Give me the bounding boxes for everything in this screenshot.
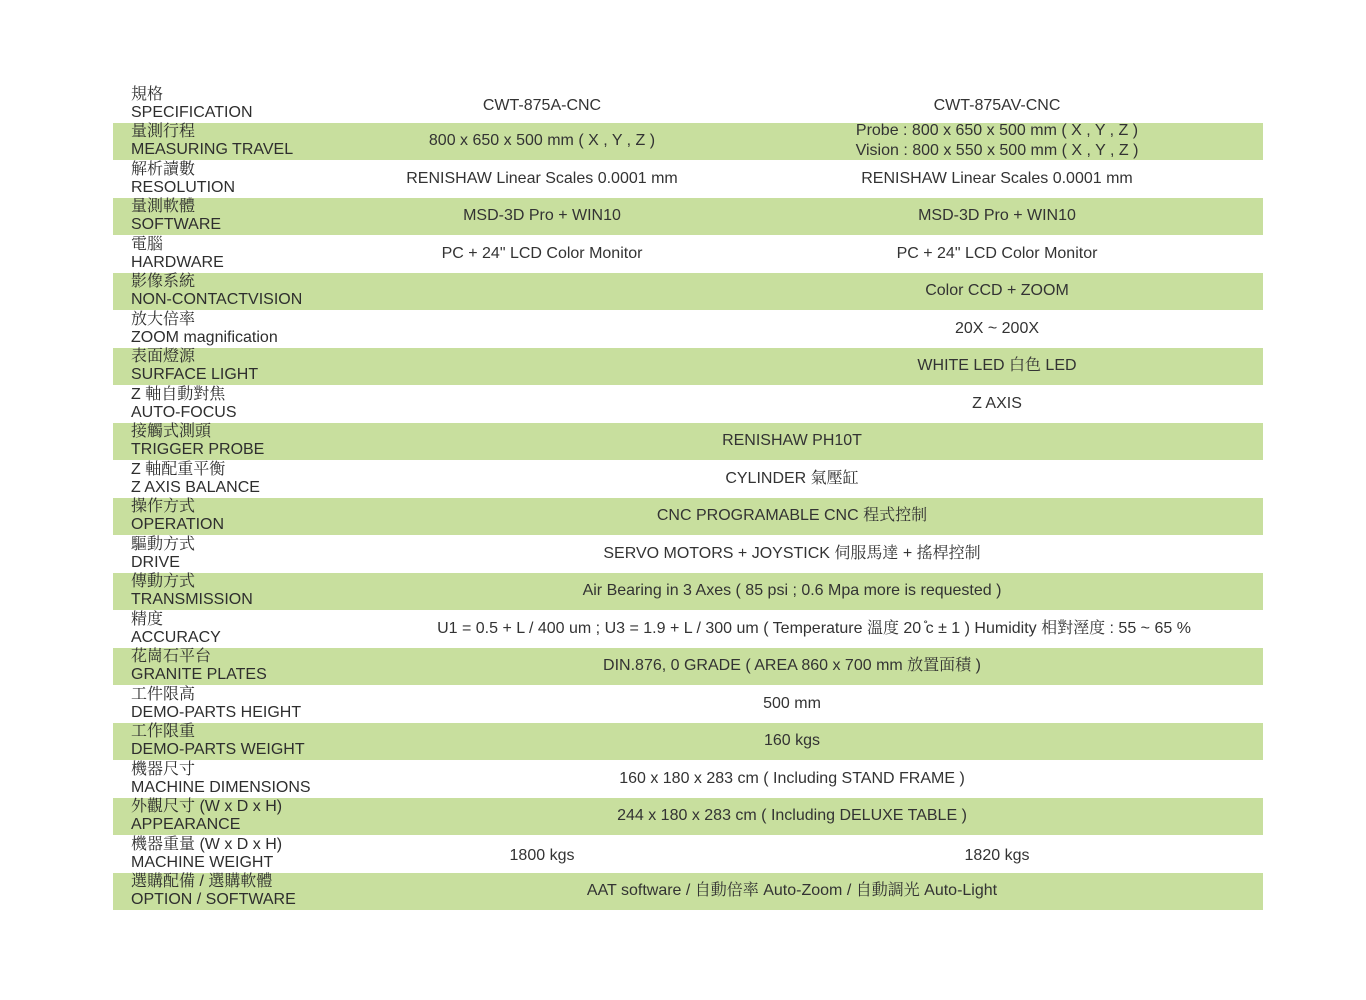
- row-values: [353, 873, 1263, 911]
- row-values: [353, 160, 1263, 198]
- model-a-value: [353, 85, 731, 123]
- label-zh: 工件限高: [131, 685, 196, 703]
- value-text: DIN.876, 0 GRADE ( AREA 860 x 700 mm 放置面積 ): [603, 657, 981, 675]
- shared-value: [353, 535, 1263, 573]
- row-label: [113, 535, 353, 573]
- label-en: Z AXIS BALANCE: [131, 478, 260, 496]
- row-label: [113, 348, 353, 386]
- label-en: SURFACE LIGHT: [131, 366, 259, 384]
- row-values: [353, 723, 1263, 761]
- spec-row-zoom-magnification: [113, 310, 1263, 348]
- label-zh: 機器重量 (W x D x H): [131, 835, 283, 853]
- row-label: [113, 873, 353, 911]
- label-zh: 量測行程: [131, 123, 196, 141]
- row-label: [113, 798, 353, 836]
- label-en: APPEARANCE: [131, 816, 241, 834]
- model-a-value: [353, 160, 731, 198]
- value-text: AAT software / 自動倍率 Auto-Zoom / 自動調光 Auto-Light: [586, 882, 998, 900]
- model-av-value: [731, 310, 1263, 348]
- spec-row-auto-focus: [113, 385, 1263, 423]
- label-zh: 外觀尺寸 (W x D x H): [131, 798, 283, 816]
- shared-value: [353, 798, 1263, 836]
- value-text: PC + 24" LCD Color Monitor: [896, 244, 1098, 262]
- value-text: RENISHAW PH10T: [722, 432, 862, 450]
- row-values: [353, 535, 1263, 573]
- model-av-value: [731, 198, 1263, 236]
- value-text: CWT-875A-CNC: [482, 96, 602, 114]
- shared-value: [353, 460, 1263, 498]
- spec-row-machine-dimensions: [113, 760, 1263, 798]
- model-av-value: [731, 273, 1263, 311]
- label-zh: 工作限重: [131, 723, 196, 741]
- shared-value: [353, 648, 1263, 686]
- spec-row-trigger-probe: [113, 423, 1263, 461]
- value-text: Air Bearing in 3 Axes ( 85 psi ; 0.6 Mpa more is requested ): [582, 582, 1002, 600]
- row-label: [113, 235, 353, 273]
- label-zh: 接觸式測頭: [131, 423, 212, 441]
- row-values: [353, 348, 1263, 386]
- row-label: [113, 85, 353, 123]
- label-zh: 精度: [131, 610, 164, 628]
- row-values: [353, 835, 1263, 873]
- row-values: [353, 798, 1263, 836]
- label-en: OPTION / SOFTWARE: [131, 891, 296, 909]
- label-en: ACCURACY: [131, 628, 221, 646]
- label-en: DEMO-PARTS WEIGHT: [131, 741, 305, 759]
- value-text: MSD-3D Pro + WIN10: [463, 207, 621, 225]
- value-text: 20X ~ 200X: [954, 319, 1040, 337]
- value-text: 500 mm: [763, 694, 821, 712]
- value-text: 1800 kgs: [509, 846, 575, 864]
- value-text: 160 x 180 x 283 cm ( Including STAND FRAME ): [619, 769, 965, 787]
- label-zh: 花崗石平台: [131, 648, 212, 666]
- model-a-value: [353, 123, 731, 161]
- label-en: DEMO-PARTS HEIGHT: [131, 703, 302, 721]
- row-values: [353, 648, 1263, 686]
- row-label: [113, 685, 353, 723]
- row-values: [353, 85, 1263, 123]
- model-a-value: [353, 835, 731, 873]
- label-en: OPERATION: [131, 516, 225, 534]
- spec-row-option-software: [113, 873, 1263, 911]
- model-a-value: [353, 385, 731, 423]
- label-en: TRIGGER PROBE: [131, 441, 265, 459]
- label-en: RESOLUTION: [131, 178, 236, 196]
- value-text: MSD-3D Pro + WIN10: [918, 207, 1076, 225]
- model-av-value: [731, 348, 1263, 386]
- row-values: [353, 235, 1263, 273]
- value-text: CWT-875AV-CNC: [933, 96, 1061, 114]
- label-zh: 解析讀數: [131, 160, 196, 178]
- label-en: MEASURING TRAVEL: [131, 141, 294, 159]
- value-text: U1 = 0.5 + L / 400 um ; U3 = 1.9 + L / 300 um ( Temperature 溫度 20 ̊c ± 1 ) Humidity 相對溼度 : 55 ~ 65 %: [437, 619, 1191, 637]
- spec-row-specification: [113, 85, 1263, 123]
- label-zh: 選購配備 / 選購軟體: [131, 873, 273, 891]
- label-en: NON-CONTACTVISION: [131, 291, 303, 309]
- label-en: TRANSMISSION: [131, 591, 253, 609]
- row-label: [113, 160, 353, 198]
- spec-row-granite-plates: [113, 648, 1263, 686]
- value-text: CNC PROGRAMABLE CNC 程式控制: [656, 507, 928, 525]
- spec-row-hardware: [113, 235, 1263, 273]
- value-text: 244 x 180 x 283 cm ( Including DELUXE TABLE ): [617, 807, 967, 825]
- row-values: [353, 498, 1263, 536]
- row-values: [353, 123, 1263, 161]
- spec-row-software: [113, 198, 1263, 236]
- row-label: [113, 648, 353, 686]
- label-zh: 操作方式: [131, 498, 196, 516]
- model-a-value: [353, 310, 731, 348]
- spec-row-measuring-travel: [113, 123, 1263, 161]
- shared-value: [353, 498, 1263, 536]
- model-av-value: [731, 160, 1263, 198]
- spec-row-drive: [113, 535, 1263, 573]
- model-a-value: [353, 198, 731, 236]
- spec-row-resolution: [113, 160, 1263, 198]
- shared-value: [353, 873, 1263, 911]
- row-label: [113, 123, 353, 161]
- row-values: [353, 385, 1263, 423]
- row-label: [113, 760, 353, 798]
- label-zh: 規格: [131, 85, 164, 103]
- model-av-value: [731, 85, 1263, 123]
- model-a-value: [353, 273, 731, 311]
- spec-row-operation: [113, 498, 1263, 536]
- value-text: 800 x 650 x 500 mm ( X , Y , Z ): [428, 132, 656, 150]
- value-text: 160 kgs: [763, 732, 821, 750]
- shared-value: [353, 610, 1263, 648]
- label-zh: Z 軸自動對焦: [131, 385, 226, 403]
- shared-value: [353, 760, 1263, 798]
- label-zh: 驅動方式: [131, 535, 196, 553]
- row-label: [113, 610, 353, 648]
- label-zh: 電腦: [131, 235, 164, 253]
- value-text: SERVO MOTORS + JOYSTICK 伺服馬達 + 搖桿控制: [603, 544, 981, 562]
- value-text-probe: Probe : 800 x 650 x 500 mm ( X , Y , Z ): [855, 122, 1139, 140]
- row-label: [113, 310, 353, 348]
- shared-value: [353, 723, 1263, 761]
- row-values: [353, 610, 1263, 648]
- label-en: DRIVE: [131, 553, 180, 571]
- shared-value: [353, 423, 1263, 461]
- label-en: AUTO-FOCUS: [131, 403, 237, 421]
- value-text: RENISHAW Linear Scales 0.0001 mm: [406, 169, 678, 187]
- value-text: RENISHAW Linear Scales 0.0001 mm: [861, 169, 1133, 187]
- label-zh: 放大倍率: [131, 310, 196, 328]
- spec-row-machine-weight: [113, 835, 1263, 873]
- row-label: [113, 198, 353, 236]
- label-en: MACHINE WEIGHT: [131, 853, 274, 871]
- label-en: ZOOM magnification: [131, 328, 278, 346]
- label-zh: 表面燈源: [131, 348, 196, 366]
- row-values: [353, 273, 1263, 311]
- value-text-vision: Vision : 800 x 550 x 500 mm ( X , Y , Z ): [855, 142, 1139, 160]
- row-label: [113, 385, 353, 423]
- value-text: 1820 kgs: [964, 846, 1030, 864]
- row-values: [353, 573, 1263, 611]
- row-label: [113, 835, 353, 873]
- spec-row-surface-light: [113, 348, 1263, 386]
- label-zh: 傳動方式: [131, 573, 196, 591]
- spec-row-demo-parts-weight: [113, 723, 1263, 761]
- value-text: WHITE LED 白色 LED: [917, 357, 1077, 375]
- model-a-value: [353, 348, 731, 386]
- label-en: GRANITE PLATES: [131, 666, 267, 684]
- spec-row-transmission: [113, 573, 1263, 611]
- model-av-value: [731, 835, 1263, 873]
- row-values: [353, 310, 1263, 348]
- spec-row-accuracy: [113, 610, 1263, 648]
- label-en: SOFTWARE: [131, 216, 222, 234]
- label-en: HARDWARE: [131, 253, 224, 271]
- row-values: [353, 423, 1263, 461]
- label-zh: 機器尺寸: [131, 760, 196, 778]
- specification-table: [113, 85, 1263, 910]
- row-label: [113, 573, 353, 611]
- model-av-value: [731, 123, 1263, 161]
- label-zh: 量測軟體: [131, 198, 196, 216]
- spec-row-non-contact-vision: [113, 273, 1263, 311]
- label-en: MACHINE DIMENSIONS: [131, 778, 311, 796]
- model-av-value: [731, 385, 1263, 423]
- model-a-value: [353, 235, 731, 273]
- shared-value: [353, 685, 1263, 723]
- label-zh: Z 軸配重平衡: [131, 460, 226, 478]
- row-values: [353, 198, 1263, 236]
- value-text: Z AXIS: [972, 394, 1022, 412]
- row-label: [113, 423, 353, 461]
- value-text: CYLINDER 氣壓缸: [725, 469, 859, 487]
- row-label: [113, 723, 353, 761]
- row-label: [113, 273, 353, 311]
- row-label: [113, 498, 353, 536]
- spec-row-z-axis-balance: [113, 460, 1263, 498]
- spec-row-demo-parts-height: [113, 685, 1263, 723]
- model-av-value: [731, 235, 1263, 273]
- shared-value: [353, 573, 1263, 611]
- row-label: [113, 460, 353, 498]
- label-en: SPECIFICATION: [131, 103, 253, 121]
- value-text: PC + 24" LCD Color Monitor: [441, 244, 643, 262]
- row-values: [353, 460, 1263, 498]
- value-text: Color CCD + ZOOM: [925, 282, 1069, 300]
- label-zh: 影像系統: [131, 273, 196, 291]
- row-values: [353, 685, 1263, 723]
- row-values: [353, 760, 1263, 798]
- spec-row-appearance: [113, 798, 1263, 836]
